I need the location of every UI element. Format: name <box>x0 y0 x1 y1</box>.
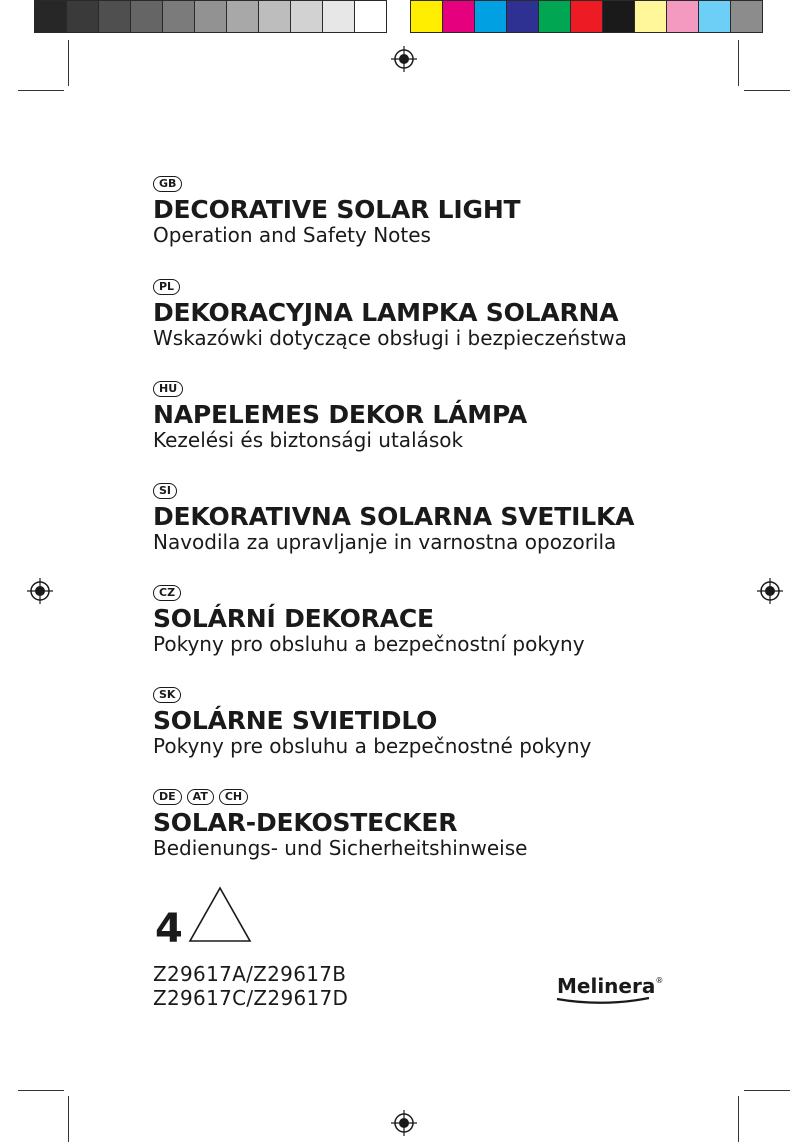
gray-swatch <box>258 0 291 33</box>
product-title: SOLÁRNÍ DEKORACE <box>153 604 434 633</box>
product-subtitle: Bedienungs- und Sicherheitshinweise <box>153 836 528 860</box>
product-title: DECORATIVE SOLAR LIGHT <box>153 195 521 224</box>
country-badge: SI <box>153 483 177 499</box>
product-subtitle: Operation and Safety Notes <box>153 223 431 247</box>
gray-swatch <box>226 0 259 33</box>
crop-mark <box>738 1096 739 1142</box>
gray-swatch <box>290 0 323 33</box>
product-subtitle: Pokyny pro obsluhu a bezpečnostní pokyny <box>153 632 585 656</box>
gray-swatch <box>130 0 163 33</box>
product-subtitle: Pokyny pre obsluhu a bezpečnostné pokyny <box>153 734 592 758</box>
brand-swoosh-icon <box>555 996 651 1006</box>
brand-logo <box>557 974 663 998</box>
crop-mark <box>738 40 739 86</box>
color-swatch <box>442 0 475 33</box>
age-number: 4 <box>155 906 183 952</box>
model-number: Z29617A/Z29617B <box>153 962 347 986</box>
color-swatch <box>506 0 539 33</box>
gray-swatch <box>162 0 195 33</box>
crop-mark <box>744 90 790 91</box>
color-swatch <box>634 0 667 33</box>
product-title: DEKORACYJNA LAMPKA SOLARNA <box>153 298 619 327</box>
color-swatch <box>474 0 507 33</box>
country-badge: GB <box>153 176 182 192</box>
model-number: Z29617C/Z29617D <box>153 986 349 1010</box>
product-title: SOLÁRNE SVIETIDLO <box>153 706 438 735</box>
color-swatch <box>602 0 635 33</box>
gray-swatch <box>34 0 67 33</box>
warning-triangle-icon <box>187 885 253 945</box>
country-badge: CH <box>219 789 248 805</box>
product-subtitle: Kezelési és biztonsági utalások <box>153 428 464 452</box>
product-title: DEKORATIVNA SOLARNA SVETILKA <box>153 502 635 531</box>
color-swatch <box>698 0 731 33</box>
product-subtitle: Navodila za upravljanje in varnostna opozorila <box>153 530 617 554</box>
color-bar <box>410 0 762 33</box>
color-swatch <box>410 0 443 33</box>
gray-swatch <box>66 0 99 33</box>
language-block-si <box>153 483 634 554</box>
gray-swatch <box>354 0 387 33</box>
country-badge: PL <box>153 279 180 295</box>
language-block-de-at-ch <box>153 789 527 860</box>
language-block-pl <box>153 279 627 350</box>
crop-mark <box>68 40 69 86</box>
color-swatch <box>570 0 603 33</box>
gray-color-bar <box>34 0 386 33</box>
color-swatch <box>666 0 699 33</box>
gray-swatch <box>322 0 355 33</box>
country-badge: CZ <box>153 585 181 601</box>
language-block-sk <box>153 687 591 758</box>
country-badge: AT <box>187 789 214 805</box>
crop-mark <box>18 1090 64 1091</box>
language-block-gb <box>153 176 520 247</box>
color-swatch <box>538 0 571 33</box>
registered-mark: ® <box>655 976 664 985</box>
registration-mark-icon <box>27 578 53 604</box>
crop-mark <box>18 90 64 91</box>
registration-mark-icon <box>757 578 783 604</box>
crop-mark <box>68 1096 69 1142</box>
color-swatch <box>730 0 763 33</box>
language-block-cz <box>153 585 585 656</box>
language-block-hu <box>153 381 527 452</box>
registration-mark-icon <box>391 46 417 72</box>
product-title: SOLAR-DEKOSTECKER <box>153 808 458 837</box>
country-badge: HU <box>153 381 183 397</box>
registration-mark-icon <box>391 1110 417 1136</box>
product-title: NAPELEMES DEKOR LÁMPA <box>153 400 527 429</box>
country-badge: DE <box>153 789 182 805</box>
crop-mark <box>744 1090 790 1091</box>
product-subtitle: Wskazówki dotyczące obsługi i bezpieczeństwa <box>153 326 627 350</box>
gray-swatch <box>194 0 227 33</box>
country-badge: SK <box>153 687 181 703</box>
gray-swatch <box>98 0 131 33</box>
brand-name: Melinera <box>557 974 656 998</box>
